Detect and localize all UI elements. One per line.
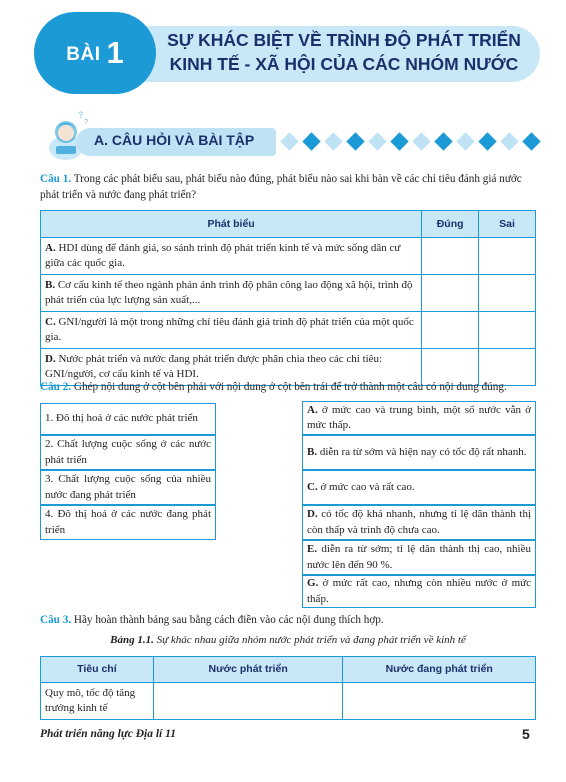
diamond-icon <box>522 132 540 150</box>
decorative-diamond-row <box>280 134 541 149</box>
table-header-row <box>41 657 536 683</box>
lesson-title <box>158 28 530 76</box>
table-header-row <box>41 211 536 238</box>
question-2-label: Câu 2. <box>40 381 72 393</box>
header-developing: Nước đang phát triển <box>343 657 536 683</box>
diamond-icon <box>390 132 408 150</box>
svg-text:?: ? <box>78 110 84 120</box>
match-right-letter: G. <box>307 577 319 589</box>
table-caption-label: Bảng 1.1. <box>110 634 154 646</box>
section-a-heading <box>36 108 536 164</box>
true-false-table <box>40 210 536 386</box>
true-answer-cell[interactable] <box>422 275 479 312</box>
developed-answer-cell[interactable] <box>153 683 343 720</box>
statement-letter: A. <box>45 242 56 254</box>
match-right-text: ở mức rất cao, nhưng còn nhiều nước ở mức thấp. <box>307 577 531 605</box>
lesson-title-line2: KINH TẾ - XÃ HỘI CỦA CÁC NHÓM NƯỚC <box>169 54 519 74</box>
lesson-header <box>34 12 540 94</box>
statement-text: Nước phát triển và nước đang phát triển được phân chia theo các chỉ tiêu: GNI/người, cơ cấu kinh tế và HDI. <box>45 353 383 380</box>
developing-answer-cell[interactable] <box>343 683 536 720</box>
match-right-item[interactable] <box>302 435 536 470</box>
match-right-letter: B. <box>307 445 318 458</box>
header-false: Sai <box>479 211 536 238</box>
diamond-icon <box>434 132 452 150</box>
table-row <box>41 312 536 349</box>
statement-text: HDI dùng để đánh giá, so sánh trình độ phát triển kinh tế và mức sống dân cư giữa các quốc gia. <box>45 242 401 269</box>
question-3 <box>40 613 536 629</box>
statement-cell <box>41 238 422 275</box>
statement-cell <box>41 312 422 349</box>
match-right-item[interactable] <box>302 540 536 575</box>
true-answer-cell[interactable] <box>422 312 479 349</box>
table-row <box>41 275 536 312</box>
question-3-label: Câu 3. <box>40 614 72 626</box>
diamond-icon <box>478 132 496 150</box>
match-left-text: 4. Đô thị hoá ở các nước đang phát triển <box>45 508 211 536</box>
match-right-letter: C. <box>307 480 318 493</box>
statement-letter: D. <box>45 353 56 365</box>
statement-letter: C. <box>45 316 56 328</box>
statement-letter: B. <box>45 279 56 291</box>
lesson-badge-word: BÀI <box>66 44 101 65</box>
match-right-text: ở mức cao và trung bình, một số nước vẫn ở mức thấp. <box>307 403 531 431</box>
page-number: 5 <box>522 726 530 742</box>
match-right-letter: E. <box>307 543 318 555</box>
comparison-table <box>40 656 536 720</box>
statement-text: GNI/người là một trong những chỉ tiêu đánh giá trình độ phát triển của một quốc gia. <box>45 316 414 343</box>
match-right-item[interactable] <box>302 470 536 505</box>
match-left-text: 3. Chất lượng cuộc sống của nhiều nước đang phát triển <box>45 473 211 501</box>
diamond-icon <box>324 132 342 150</box>
false-answer-cell[interactable] <box>479 238 536 275</box>
match-right-item[interactable] <box>302 575 536 608</box>
match-left-item[interactable] <box>40 470 216 505</box>
match-right-text: có tốc độ khá nhanh, nhưng tỉ lệ dân thành thị còn thấp và trình độ chưa cao. <box>307 508 531 536</box>
table-row <box>41 683 536 720</box>
match-left-item[interactable] <box>40 403 216 435</box>
lesson-badge <box>34 12 156 94</box>
diamond-icon <box>456 132 474 150</box>
diamond-icon <box>412 132 430 150</box>
match-right-text: ở mức cao và rất cao. <box>320 480 415 493</box>
book-title: Phát triển năng lực Địa lí 11 <box>40 728 176 740</box>
statement-cell <box>41 275 422 312</box>
false-answer-cell[interactable] <box>479 275 536 312</box>
match-right-text: diễn ra từ sớm và hiện nay có tốc độ rất nhanh. <box>319 445 527 458</box>
lesson-title-line1: SỰ KHÁC BIỆT VỀ TRÌNH ĐỘ PHÁT TRIỂN <box>167 30 521 50</box>
match-left-text: 2. Chất lượng cuộc sống ở các nước phát triển <box>45 438 211 466</box>
table-caption-text: Sự khác nhau giữa nhóm nước phát triển và đang phát triển về kinh tế <box>156 634 466 646</box>
diamond-icon <box>346 132 364 150</box>
question-2-text: Ghép nội dung ở cột bên phải với nội dung ở cột bên trái để trở thành một câu có nội dung đúng. <box>73 381 507 393</box>
question-2 <box>40 380 536 396</box>
diamond-icon <box>368 132 386 150</box>
question-1-text: Trong các phát biểu sau, phát biểu nào đúng, phát biểu nào sai khi bàn về các chỉ tiêu đánh giá nước phát triển và nước đang phát triển? <box>40 173 522 201</box>
criteria-cell: Quy mô, tốc độ tăng trưởng kinh tế <box>41 683 154 720</box>
match-right-item[interactable] <box>302 505 536 540</box>
lesson-number: 1 <box>106 35 124 70</box>
match-left-item[interactable] <box>40 435 216 470</box>
section-a-title: A. CÂU HỎI VÀ BÀI TẬP <box>94 132 255 148</box>
match-right-letter: A. <box>307 403 318 416</box>
true-answer-cell[interactable] <box>422 238 479 275</box>
table-caption <box>40 634 536 646</box>
match-left-item[interactable] <box>40 505 216 540</box>
table-row <box>41 238 536 275</box>
diamond-icon <box>302 132 320 150</box>
match-right-item[interactable] <box>302 401 536 435</box>
svg-text:?: ? <box>84 119 88 126</box>
statement-text: Cơ cấu kinh tế theo ngành phản ánh trình độ phân công lao động xã hội, trình độ phát triển của lực lượng sản xuất,... <box>45 279 413 306</box>
diamond-icon <box>500 132 518 150</box>
match-left-text: 1. Đô thị hoá ở các nước phát triển <box>45 412 198 425</box>
header-criteria: Tiêu chí <box>41 657 154 683</box>
question-3-text: Hãy hoàn thành bảng sau bằng cách điền vào các nội dung thích hợp. <box>73 614 384 626</box>
header-statement: Phát biểu <box>41 211 422 238</box>
false-answer-cell[interactable] <box>479 312 536 349</box>
diamond-icon <box>280 132 298 150</box>
question-1-label: Câu 1. <box>40 173 72 185</box>
question-1 <box>40 172 536 203</box>
header-true: Đúng <box>422 211 479 238</box>
match-right-text: diễn ra từ sớm; tỉ lệ dân thành thị cao, nhiều nước lên đến 90 %. <box>307 543 531 571</box>
match-right-letter: D. <box>307 508 318 520</box>
header-developed: Nước phát triển <box>153 657 343 683</box>
